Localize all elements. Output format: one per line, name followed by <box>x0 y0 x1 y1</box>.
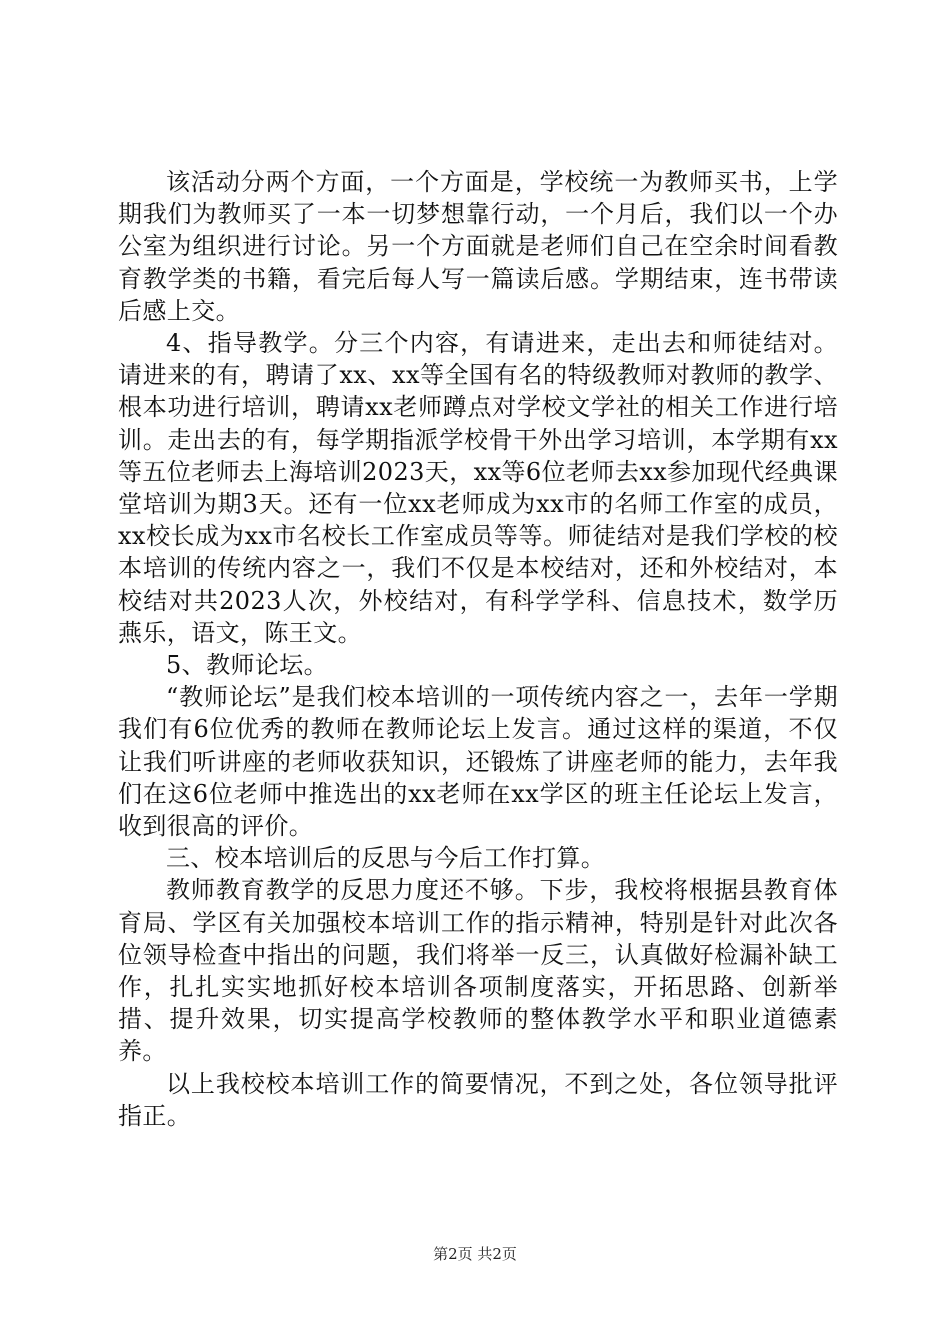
paragraph-guided-teaching: 4、指导教学。分三个内容，有请进来，走出去和师徒结对。请进来的有，聘请了xx、xx等全国有名的特级教师对教师的教学、根本功进行培训，聘请xx老师蹲点对学校文学社的相关工作进行培训。走出去的有，每学期指派学校骨干外出学习培训，本学期有xx等五位老师去上海培训2023天，xx等6位老师去xx参加现代经典课堂培训为期3天。还有一位xx老师成为xx市的名师工作室的成员，xx校长成为xx市名校长工作室成员等等。师徒结对是我们学校的校本培训的传统内容之一，我们不仅是本校结对，还和外校结对，本校结对共2023人次，外校结对，有科学学科、信息技术，数学历燕乐，语文，陈王文。 <box>118 329 838 647</box>
document-body <box>118 166 838 1132</box>
heading-reflection: 三、校本培训后的反思与今后工作打算。 <box>166 844 606 873</box>
paragraph-reflection: 教师教育教学的反思力度还不够。下步，我校将根据县教育体育局、学区有关加强校本培训工作的指示精神，特别是针对此次各位领导检查中指出的问题，我们将举一反三，认真做好检漏补缺工作，扎扎实实地抓好校本培训各项制度落实，开拓思路、创新举措、提升效果，切实提高学校教师的整体教学水平和职业道德素养。 <box>118 876 838 1066</box>
paragraph-activity: 该活动分两个方面，一个方面是，学校统一为教师买书，上学期我们为教师买了一本一切梦想靠行动，一个月后，我们以一个办公室为组织进行讨论。另一个方面就是老师们自己在空余时间看教育教学类的书籍，看完后每人写一篇读后感。学期结束，连书带读后感上交。 <box>118 168 838 325</box>
paragraph-teacher-forum: “教师论坛”是我们校本培训的一项传统内容之一，去年一学期我们有6位优秀的教师在教师论坛上发言。通过这样的渠道，不仅让我们听讲座的老师收获知识，还锻炼了讲座老师的能力，去年我们在这6位老师中推选出的xx老师在xx学区的班主任论坛上发言，收到很高的评价。 <box>118 683 838 841</box>
heading-teacher-forum: 5、教师论坛。 <box>166 651 329 680</box>
page-number-footer: 第2页 共2页 <box>433 1245 517 1263</box>
paragraph-closing: 以上我校校本培训工作的简要情况，不到之处，各位领导批评指正。 <box>118 1069 838 1130</box>
